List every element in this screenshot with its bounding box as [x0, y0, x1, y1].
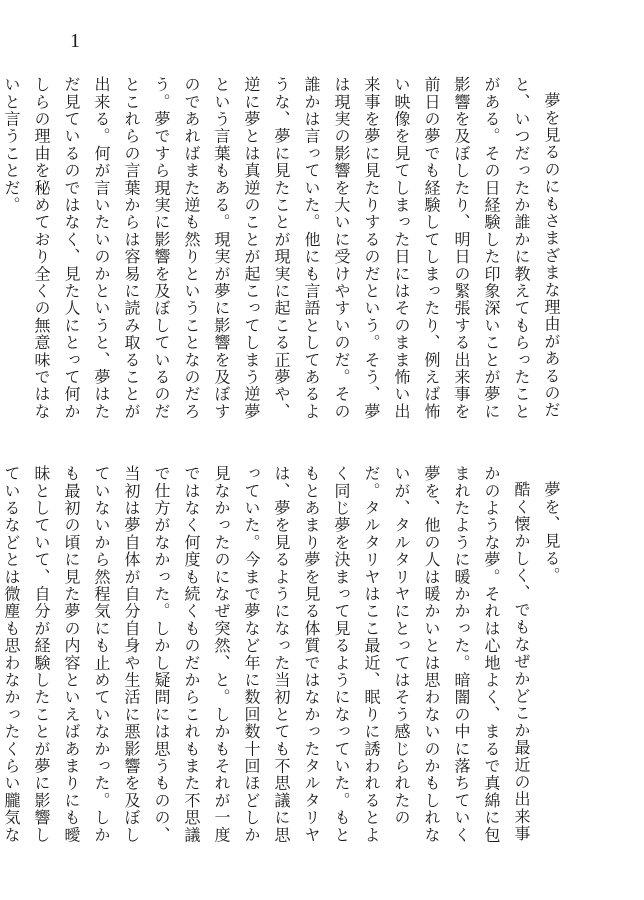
text-block-top	[2, 76, 566, 426]
page-number: 1	[70, 30, 80, 52]
paragraph: 酷く懐かしく、でもなぜかどこか最近の出来事かのような夢。それは心地よく、まるで真綿に包まれたように暖かかった。暗闇の中に落ちていく夢を、他の人は暖かいとは思わないのかもしれないが、タルタリヤにとってはそう感じられたのだ。タルタリヤはここ最近、眠りに誘われるとよく同じ夢を決まって見るようになっていた。もともとあまり夢を見る体質ではなかったタルタリヤは、夢を見るようになった当初とても不思議に思っていた。今まで夢など年に数回数十回ほどしか見なかったのになぜ突然、と。しかもそれが一度ではなく何度も続くものだからこれもまた不思議で仕方がなかった。しかし疑問には思うものの、当初は夢自体が自分自身や生活に悪影響を及ぼしていないから然程気にも止めていなかった。しかも最初の頃に見た夢の内容といえばあまりにも曖昧としていて、自分が経験したことが夢に影響しているなどとは微塵も思わなかったくらい朧気な	[2, 465, 531, 844]
paragraph: 夢を、見る。	[542, 481, 561, 585]
text-block-bottom	[2, 465, 566, 845]
paragraph: 夢を見るのにもさまざまな理由があるのだと、いつだったか誰かに教えてもらったことがある。その日経験した印象深いことが夢に影響を及ぼしたり、明日の緊張する出来事を前日の夢でも経験してしまったり、例えば怖い映像を見てしまった日にはそのまま怖い出来事を夢に見たりするのだという。そう、夢は現実の影響を大いに受けやすいのだ。その誰かは言っていた。他にも言語としてあるような、夢に見たことが現実に起こる正夢や、逆に夢とは真逆のことが起こってしまう逆夢という言葉もある。現実が夢に影響を及ぼすのであればまた逆も然りということなのだろう。夢ですら現実に影響を及ぼしているのだとこれらの言葉からは容易に読み取ることが出来る。何が言いたいのかというと、夢はただ見ているのではなく、見た人にとって何かしらの理由を秘めており全くの無意味ではないと言うことだ。	[2, 76, 561, 420]
